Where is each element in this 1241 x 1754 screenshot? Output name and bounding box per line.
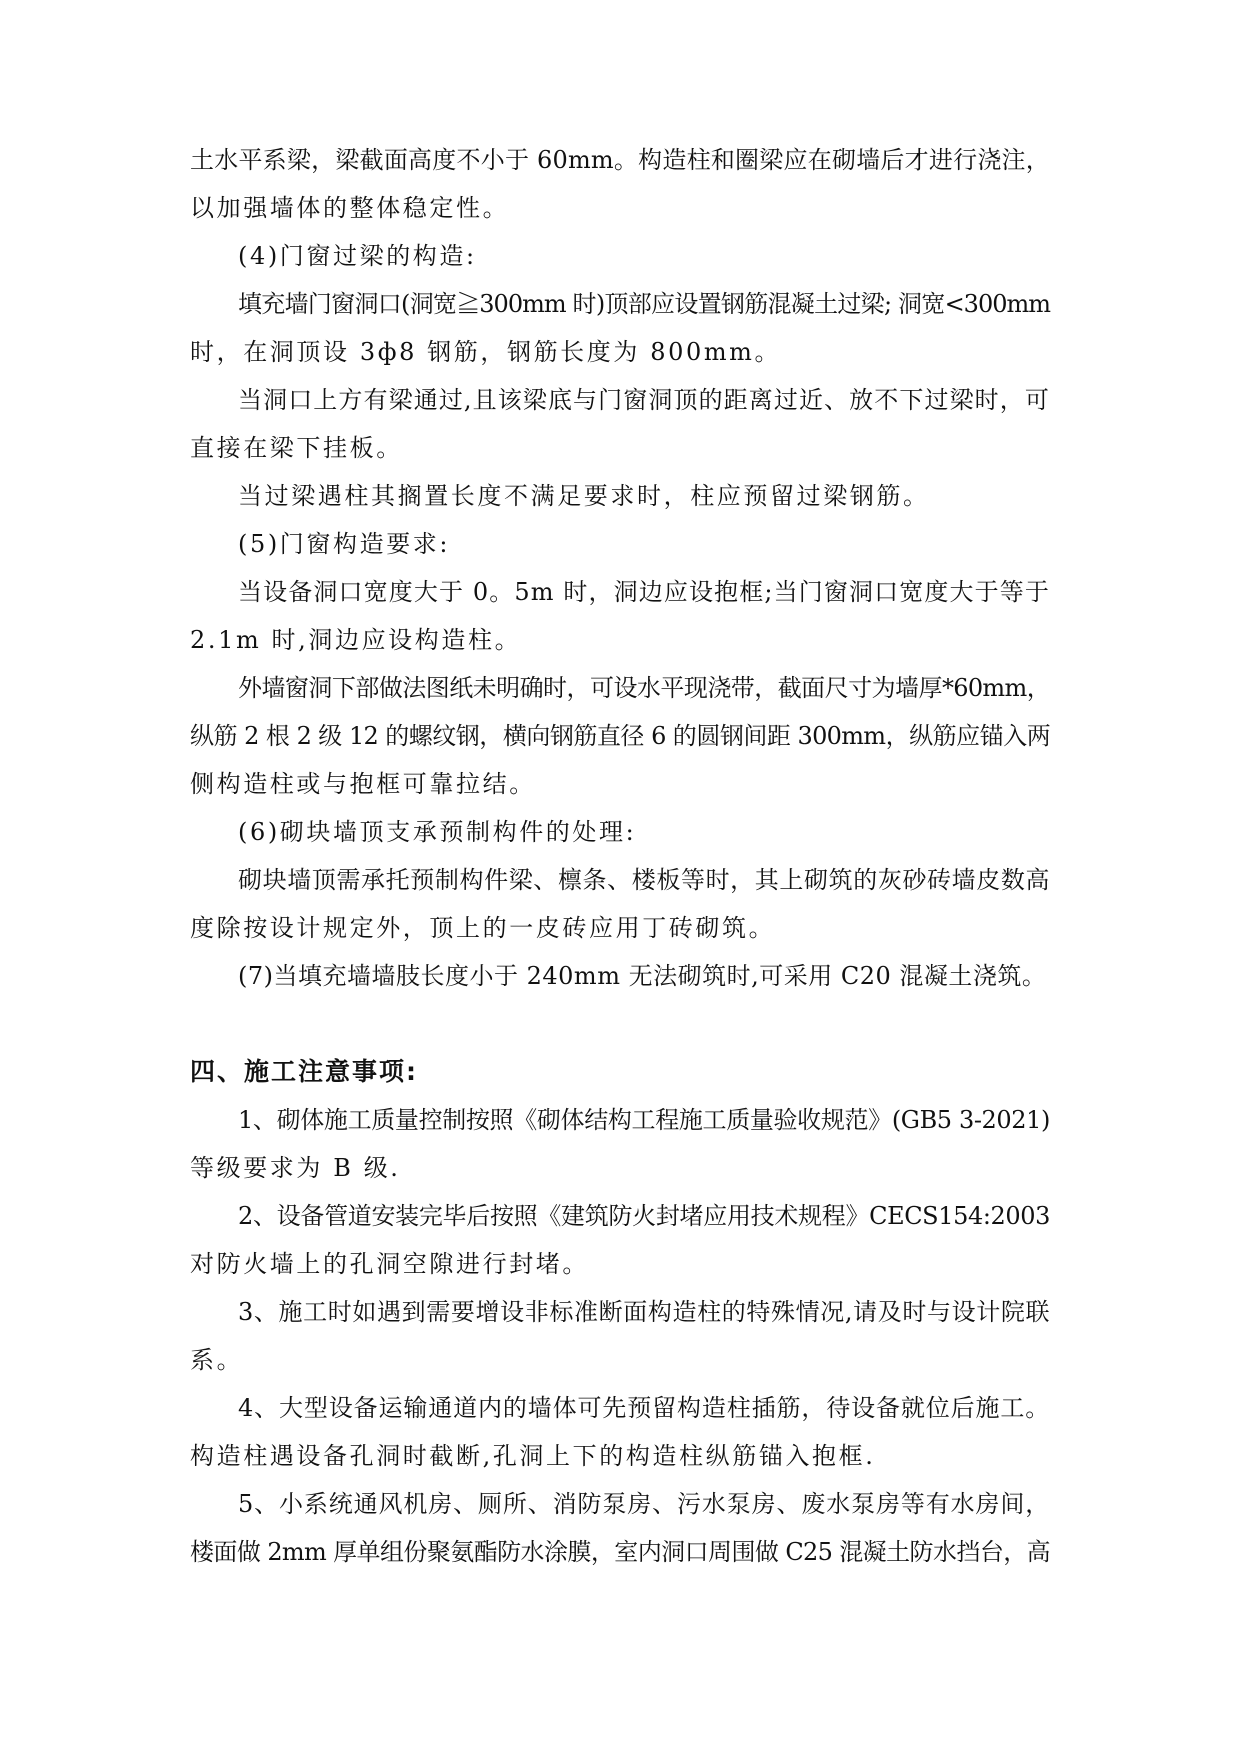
text-line: 纵筋 2 根 2 级 12 的螺纹钢，横向钢筋直径 6 的圆钢间距 300mm，纵筋应锚入两 xyxy=(190,722,1050,750)
text-line: 楼面做 2mm 厚单组份聚氨酯防水涂膜，室内洞口周围做 C25 混凝土防水挡台，高 xyxy=(190,1538,1050,1566)
text-line: 侧构造柱或与抱框可靠拉结。 xyxy=(190,770,536,798)
subheading-lintel: (4)门窗过梁的构造: xyxy=(238,242,477,270)
text-line: 外墙窗洞下部做法图纸未明确时，可设水平现浇带，截面尺寸为墙厚*60mm， xyxy=(238,674,1050,702)
text-line: 当洞口上方有梁通过,且该梁底与门窗洞顶的距离过近、放不下过梁时，可 xyxy=(238,386,1050,414)
text-line: 土水平系梁，梁截面高度不小于 60mm。构造柱和圈梁应在砌墙后才进行浇注， xyxy=(190,146,1050,174)
text-line: 对防火墙上的孔洞空隙进行封堵。 xyxy=(190,1250,589,1278)
text-line: 2、设备管道安装完毕后按照《建筑防火封堵应用技术规程》CECS154:2003 xyxy=(238,1202,1050,1230)
subheading-door-window: (5)门窗构造要求: xyxy=(238,530,451,558)
text-line: 砌块墙顶需承托预制构件梁、檩条、楼板等时，其上砌筑的灰砂砖墙皮数高 xyxy=(238,866,1050,894)
text-line: 当设备洞口宽度大于 0。5m 时，洞边应设抱框;当门窗洞口宽度大于等于 xyxy=(238,578,1050,606)
text-line: 等级要求为 B 级. xyxy=(190,1154,401,1182)
paragraph-lintel-column: 当过梁遇柱其搁置长度不满足要求时，柱应预留过梁钢筋。 xyxy=(238,482,930,510)
text-line: 填充墙门窗洞口(洞宽≧300mm 时)顶部应设置钢筋混凝土过梁; 洞宽<300mm xyxy=(238,290,1050,318)
text-line: 1、砌体施工质量控制按照《砌体结构工程施工质量验收规范》(GB5 3-2021) xyxy=(238,1106,1050,1134)
paragraph-short-wall: (7)当填充墙墙肢长度小于 240mm 无法砌筑时,可采用 C20 混凝土浇筑。 xyxy=(238,962,1047,990)
text-line: 系。 xyxy=(190,1346,244,1374)
text-line: 以加强墙体的整体稳定性。 xyxy=(190,194,510,222)
text-line: 5、小系统通风机房、厕所、消防泵房、污水泵房、废水泵房等有水房间， xyxy=(238,1490,1050,1518)
text-line: 直接在梁下挂板。 xyxy=(190,434,403,462)
section-heading: 四、施工注意事项: xyxy=(190,1057,418,1086)
text-line: 2.1m 时,洞边应设构造柱。 xyxy=(190,626,522,654)
text-line: 度除按设计规定外，顶上的一皮砖应用丁砖砌筑。 xyxy=(190,914,776,942)
subheading-wall-top: (6)砌块墙顶支承预制构件的处理: xyxy=(238,818,637,846)
text-line: 3、施工时如遇到需要增设非标准断面构造柱的特殊情况,请及时与设计院联 xyxy=(238,1298,1050,1326)
text-line: 4、大型设备运输通道内的墙体可先预留构造柱插筋，待设备就位后施工。 xyxy=(238,1394,1050,1422)
text-line: 时，在洞顶设 3ф8 钢筋，钢筋长度为 800mm。 xyxy=(190,338,782,366)
text-line: 构造柱遇设备孔洞时截断,孔洞上下的构造柱纵筋锚入抱框. xyxy=(190,1442,876,1470)
